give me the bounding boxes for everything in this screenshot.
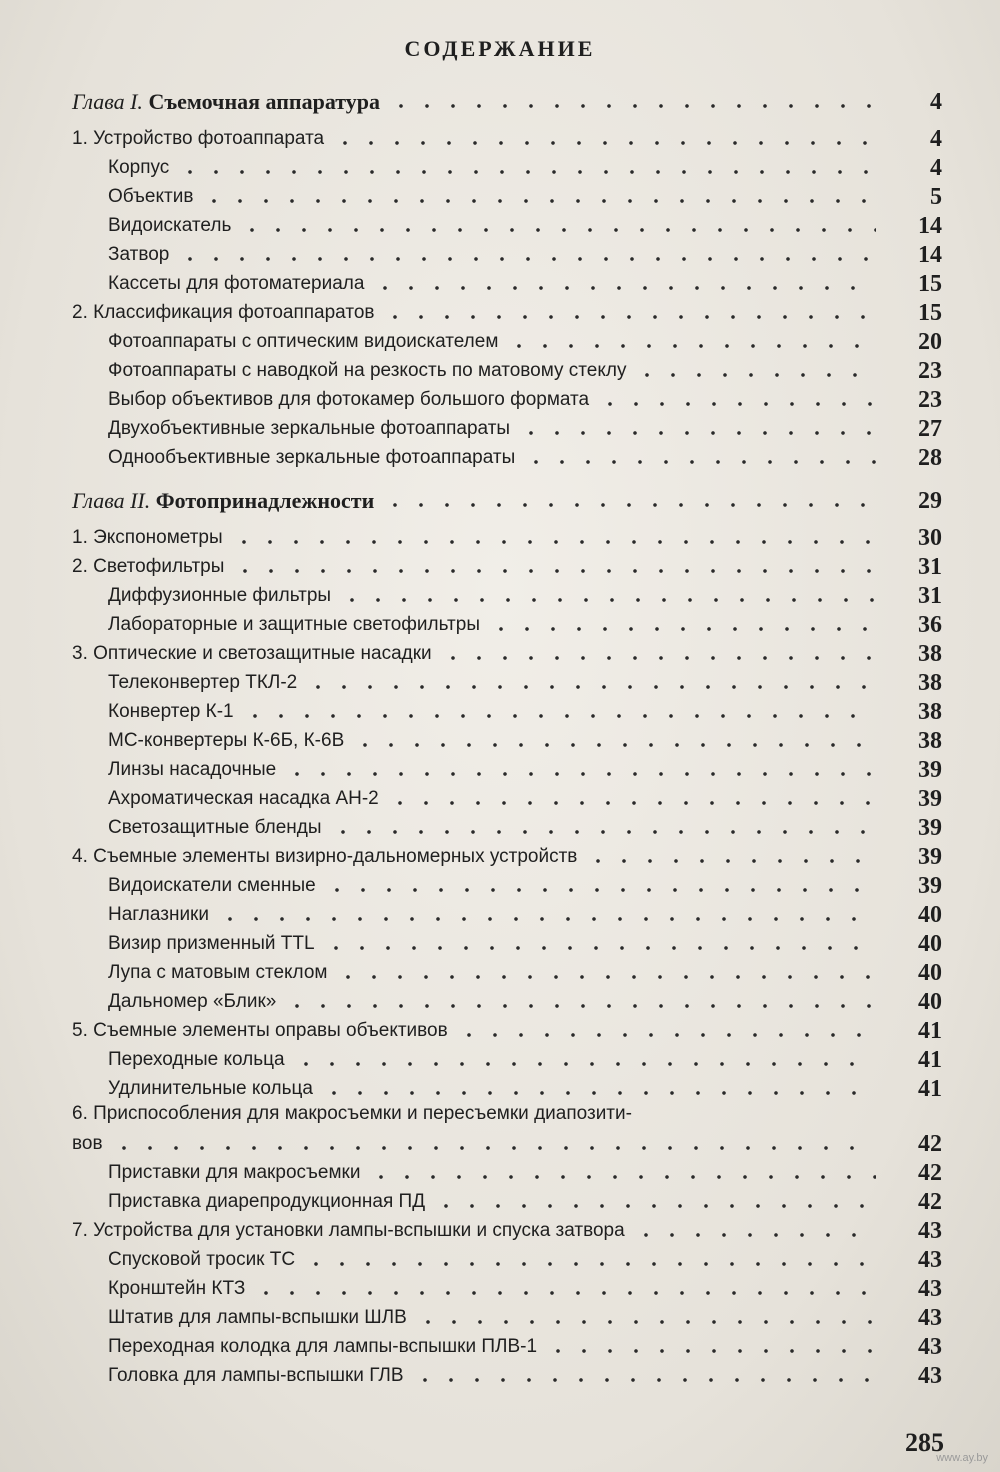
entry-label: Переходные кольца bbox=[108, 1049, 285, 1070]
entry-label: 1. Экспонометры bbox=[72, 527, 223, 548]
watermark: www.ay.by bbox=[936, 1452, 988, 1464]
chapter-label bbox=[72, 89, 380, 115]
toc-entry bbox=[72, 442, 942, 471]
entry-label: Головка для лампы-вспышки ГЛВ bbox=[108, 1365, 404, 1386]
toc-entry bbox=[72, 522, 942, 551]
page-number: 43 bbox=[918, 1276, 942, 1302]
page-number: 14 bbox=[918, 242, 942, 268]
page-number: 43 bbox=[918, 1247, 942, 1273]
toc-entry-section-7 bbox=[72, 1215, 942, 1244]
entry-label: Дальномер «Блик» bbox=[108, 991, 277, 1012]
entry-label: Приставка диарепродукционная ПД bbox=[108, 1191, 426, 1212]
toc-entry bbox=[72, 899, 942, 928]
entry-label: Визир призменный TTL bbox=[108, 933, 315, 954]
leader-dots bbox=[339, 597, 876, 603]
leader-dots bbox=[352, 742, 876, 748]
toc-entry bbox=[72, 580, 942, 609]
toc-entry bbox=[72, 181, 942, 210]
entry-label: Фотоаппараты с оптическим видоискателем bbox=[108, 331, 499, 352]
leader-dots bbox=[372, 285, 876, 291]
leader-dots bbox=[456, 1032, 876, 1038]
chapter-name: Фотопринадлежности bbox=[155, 488, 375, 513]
toc-entry bbox=[72, 413, 942, 442]
toc-entry bbox=[72, 551, 942, 580]
toc-entry bbox=[72, 986, 942, 1015]
entry-label: МС-конвертеры К-6Б, К-6В bbox=[108, 730, 345, 751]
leader-dots bbox=[253, 1290, 876, 1296]
toc-entry bbox=[72, 1360, 942, 1389]
leader-dots bbox=[305, 684, 876, 690]
toc-entry bbox=[72, 1273, 942, 1302]
page-title: СОДЕРЖАНИЕ bbox=[404, 36, 596, 61]
leader-dots bbox=[597, 401, 876, 407]
toc-entry bbox=[72, 384, 942, 413]
leader-dots bbox=[284, 771, 876, 777]
leader-dots bbox=[388, 103, 876, 109]
page-number: 4 bbox=[930, 89, 942, 115]
toc-entry bbox=[72, 1331, 942, 1360]
chapter-prefix: Глава II. bbox=[72, 488, 151, 513]
leader-dots bbox=[412, 1377, 876, 1383]
chapter-label bbox=[72, 488, 374, 514]
toc-entry bbox=[72, 957, 942, 986]
toc-entry bbox=[72, 754, 942, 783]
page-number: 15 bbox=[918, 300, 942, 326]
page-number: 15 bbox=[918, 271, 942, 297]
entry-label: вов bbox=[72, 1133, 103, 1154]
leader-dots bbox=[239, 227, 876, 233]
page-number: 27 bbox=[918, 416, 942, 442]
toc-entry bbox=[72, 210, 942, 239]
page-number: 42 bbox=[918, 1189, 942, 1215]
entry-label: Выбор объективов для фотокамер большого формата bbox=[108, 389, 590, 410]
chapter-heading-1 bbox=[72, 86, 942, 115]
entry-label: Ахроматическая насадка АН-2 bbox=[108, 788, 379, 809]
toc-entry bbox=[72, 1302, 942, 1331]
toc-entry bbox=[72, 297, 942, 326]
entry-label: 7. Устройства для установки лампы-вспышки и спуска затвора bbox=[72, 1220, 625, 1241]
leader-dots bbox=[382, 314, 876, 320]
page-number: 40 bbox=[918, 960, 942, 986]
page-number: 39 bbox=[918, 786, 942, 812]
entry-label: Наглазники bbox=[108, 904, 209, 925]
page-number: 23 bbox=[918, 387, 942, 413]
page-number: 4 bbox=[930, 126, 942, 152]
leader-dots bbox=[335, 974, 876, 980]
leader-dots bbox=[177, 169, 876, 175]
page-number: 38 bbox=[918, 670, 942, 696]
entry-label: Диффузионные фильтры bbox=[108, 585, 332, 606]
toc-entry bbox=[72, 696, 942, 725]
toc-entry bbox=[72, 1015, 942, 1044]
leader-dots bbox=[284, 1003, 876, 1009]
page-number: 23 bbox=[918, 358, 942, 384]
chapter-prefix: Глава I. bbox=[72, 89, 143, 114]
page-number: 42 bbox=[918, 1131, 942, 1157]
chapter-1-entries bbox=[72, 123, 942, 471]
table-of-contents bbox=[72, 86, 942, 1389]
toc-entry-section-6 bbox=[72, 1128, 942, 1157]
page-number: 40 bbox=[918, 989, 942, 1015]
entry-label: Фотоаппараты с наводкой на резкость по матовому стеклу bbox=[108, 360, 627, 381]
leader-dots bbox=[232, 568, 876, 574]
leader-dots bbox=[523, 459, 876, 465]
page-number: 30 bbox=[918, 525, 942, 551]
leader-dots bbox=[332, 140, 876, 146]
leader-dots bbox=[111, 1145, 876, 1151]
page-number: 41 bbox=[918, 1047, 942, 1073]
leader-dots bbox=[323, 945, 876, 951]
toc-entry bbox=[72, 609, 942, 638]
page-number: 41 bbox=[918, 1076, 942, 1102]
page-number: 43 bbox=[918, 1363, 942, 1389]
leader-dots bbox=[506, 343, 876, 349]
toc-entry bbox=[72, 1244, 942, 1273]
page-number: 31 bbox=[918, 554, 942, 580]
toc-entry bbox=[72, 870, 942, 899]
entry-label: Удлинительные кольца bbox=[108, 1078, 313, 1099]
leader-dots bbox=[324, 887, 876, 893]
page-number: 38 bbox=[918, 699, 942, 725]
page-number: 5 bbox=[930, 184, 942, 210]
entry-label: Лупа с матовым стеклом bbox=[108, 962, 328, 983]
chapter-2-entries-c bbox=[72, 1244, 942, 1389]
entry-label: Штатив для лампы-вспышки ШЛВ bbox=[108, 1307, 407, 1328]
page-number: 4 bbox=[930, 155, 942, 181]
entry-label: Кронштейн КТЗ bbox=[108, 1278, 246, 1299]
chapter-2-entries-b bbox=[72, 1157, 942, 1215]
page-number: 20 bbox=[918, 329, 942, 355]
entry-label: Приставки для макросъемки bbox=[108, 1162, 361, 1183]
toc-entry bbox=[72, 326, 942, 355]
page-number: 39 bbox=[918, 815, 942, 841]
entry-label: Объектив bbox=[108, 186, 194, 207]
page-number: 41 bbox=[918, 1018, 942, 1044]
leader-dots bbox=[387, 800, 876, 806]
entry-label: Двухобъективные зеркальные фотоаппараты bbox=[108, 418, 511, 439]
entry-label: Корпус bbox=[108, 157, 170, 178]
toc-entry bbox=[72, 1186, 942, 1215]
entry-label: 5. Съемные элементы оправы объективов bbox=[72, 1020, 448, 1041]
chapter-heading-2 bbox=[72, 485, 942, 514]
entry-label: Спусковой тросик ТС bbox=[108, 1249, 296, 1270]
entry-label: Кассеты для фотоматериала bbox=[108, 273, 365, 294]
page-number: 36 bbox=[918, 612, 942, 638]
leader-dots bbox=[633, 1232, 876, 1238]
page-number: 39 bbox=[918, 873, 942, 899]
toc-entry bbox=[72, 123, 942, 152]
entry-label: Лабораторные и защитные светофильтры bbox=[108, 614, 480, 635]
entry-label: 2. Светофильтры bbox=[72, 556, 225, 577]
leader-dots bbox=[440, 655, 876, 661]
toc-entry bbox=[72, 239, 942, 268]
leader-dots bbox=[330, 829, 876, 835]
page-folio: 285 bbox=[905, 1428, 944, 1457]
chapter-2-entries bbox=[72, 522, 942, 1102]
toc-entry bbox=[72, 783, 942, 812]
page-number: 39 bbox=[918, 844, 942, 870]
entry-label: Конвертер К-1 bbox=[108, 701, 234, 722]
chapter-name: Съемочная аппаратура bbox=[148, 89, 381, 114]
toc-entry bbox=[72, 667, 942, 696]
entry-label: Однообъективные зеркальные фотоаппараты bbox=[108, 447, 516, 468]
page-number: 28 bbox=[918, 445, 942, 471]
page-number: 42 bbox=[918, 1160, 942, 1186]
toc-entry bbox=[72, 1044, 942, 1073]
toc-entry bbox=[72, 725, 942, 754]
leader-dots bbox=[634, 372, 876, 378]
leader-dots bbox=[242, 713, 876, 719]
leader-dots bbox=[545, 1348, 876, 1354]
page-number: 38 bbox=[918, 728, 942, 754]
entry-label: Переходная колодка для лампы-вспышки ПЛВ-1 bbox=[108, 1336, 538, 1357]
entry-label: Линзы насадочные bbox=[108, 759, 277, 780]
toc-entry bbox=[72, 268, 942, 297]
toc-entry bbox=[72, 355, 942, 384]
page-number: 31 bbox=[918, 583, 942, 609]
leader-dots bbox=[488, 626, 876, 632]
page-number: 43 bbox=[918, 1305, 942, 1331]
leader-dots bbox=[382, 502, 876, 508]
leader-dots bbox=[231, 539, 876, 545]
page-number: 40 bbox=[918, 931, 942, 957]
toc-entry bbox=[72, 1073, 942, 1102]
leader-dots bbox=[518, 430, 876, 436]
page-number: 40 bbox=[918, 902, 942, 928]
entry-label: 3. Оптические и светозащитные насадки bbox=[72, 643, 432, 664]
toc-entry bbox=[72, 1157, 942, 1186]
leader-dots bbox=[433, 1203, 876, 1209]
leader-dots bbox=[293, 1061, 876, 1067]
entry-label: Затвор bbox=[108, 244, 170, 265]
page-number: 43 bbox=[918, 1218, 942, 1244]
leader-dots bbox=[303, 1261, 876, 1267]
page-number: 43 bbox=[918, 1334, 942, 1360]
entry-label: Видоискатель bbox=[108, 215, 232, 236]
entry-label: Телеконвертер ТКЛ-2 bbox=[108, 672, 298, 693]
page-number: 29 bbox=[918, 488, 942, 514]
entry-label: 4. Съемные элементы визирно-дальномерных устройств bbox=[72, 846, 578, 867]
leader-dots bbox=[177, 256, 876, 262]
page-number: 39 bbox=[918, 757, 942, 783]
entry-label: Светозащитные бленды bbox=[108, 817, 322, 838]
leader-dots bbox=[201, 198, 876, 204]
toc-entry bbox=[72, 152, 942, 181]
toc-entry bbox=[72, 638, 942, 667]
page-number: 14 bbox=[918, 213, 942, 239]
leader-dots bbox=[585, 858, 876, 864]
entry-label: 1. Устройство фотоаппарата bbox=[72, 128, 325, 149]
entry-label: Видоискатели сменные bbox=[108, 875, 316, 896]
toc-entry bbox=[72, 812, 942, 841]
leader-dots bbox=[217, 916, 876, 922]
entry-label: 2. Классификация фотоаппаратов bbox=[72, 302, 375, 323]
leader-dots bbox=[415, 1319, 876, 1325]
page-number: 38 bbox=[918, 641, 942, 667]
leader-dots bbox=[321, 1090, 876, 1096]
toc-entry-section-6-line1: 6. Приспособления для макросъемки и пересъемки диапозити- bbox=[72, 1103, 632, 1124]
toc-entry bbox=[72, 841, 942, 870]
toc-entry bbox=[72, 928, 942, 957]
leader-dots bbox=[368, 1174, 876, 1180]
